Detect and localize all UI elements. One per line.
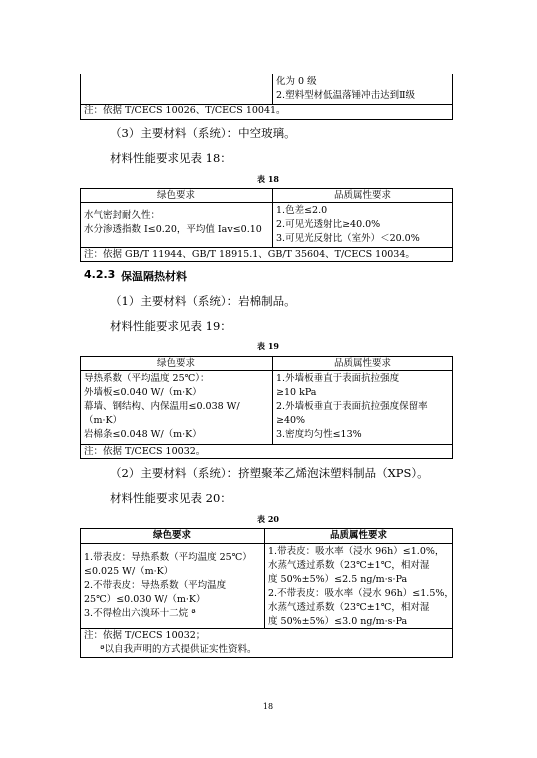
- paragraph: 材料性能要求见表 19：: [110, 319, 232, 333]
- table-header: 绿色要求: [152, 530, 191, 541]
- table-cell-text: 1.色差≤2.0: [276, 205, 328, 216]
- table-cell-text: 导热系数（平均温度 25℃）：: [84, 373, 210, 384]
- table-cell-text: ≤0.025 W/（m·K）: [84, 566, 174, 577]
- table-caption: 表 19: [257, 341, 279, 351]
- table-cell-text: 幕墙、钢结构、内保温用≤0.038 W/: [84, 401, 240, 412]
- table-cell-text: 水气密封耐久性：: [84, 210, 161, 221]
- table-border: [264, 528, 265, 628]
- table-note: 注：依据 GB/T 11944、GB/T 18915.1、GB/T 35604、T/CECS 10034。: [84, 249, 415, 260]
- table-cell-text: 度 50%±5%）≤3.0 ng/m·s·Pa: [268, 616, 408, 627]
- table-cell-text: 3.密度均匀性≤13%: [276, 429, 362, 440]
- table-header: 绿色要求: [156, 358, 195, 369]
- table-cell-text: 水蒸气透过系数（23℃±1℃，相对湿: [268, 560, 430, 571]
- table-cell-text: 化为 0 级: [276, 76, 317, 87]
- table-cell-text: 水分渗透指数 I≤0.20，平均值 Iav≤0.10: [84, 224, 262, 235]
- table-header: 绿色要求: [156, 190, 195, 201]
- table-note: 注：依据 T/CECS 10032。: [84, 446, 206, 457]
- paragraph: （1）主要材料（系统）：岩棉制品。: [110, 294, 296, 308]
- table-note: ª以自我声明的方式提供证实性资料。: [100, 644, 257, 655]
- table-border: [80, 543, 453, 544]
- table-border: [452, 74, 453, 119]
- table-note: 注：依据 T/CECS 10026、T/CECS 10041。: [84, 105, 286, 116]
- table-cell-text: 2.不带表皮：吸水率（浸水 96h）≤1.5%，: [268, 588, 454, 599]
- table-border: [272, 74, 273, 104]
- table-cell-text: 2.外墙板垂直于表面抗拉强度保留率: [276, 401, 428, 412]
- table-cell-text: 3.不得检出六溴环十二烷 ª: [84, 608, 196, 619]
- table-header: 品质属性要求: [329, 530, 387, 541]
- table-cell-text: 岩棉条≤0.048 W/（m·K）: [84, 429, 202, 440]
- table-cell-text: 1.带表皮：吸水率（浸水 96h）≤1.0%，: [268, 546, 445, 557]
- table-border: [80, 74, 81, 119]
- table-header: 品质属性要求: [333, 190, 391, 201]
- paragraph: （2）主要材料（系统）：挤塑聚苯乙烯泡沫塑料制品（XPS）。: [110, 466, 429, 480]
- table-cell-text: 25℃）≤0.030 W/（m·K）: [84, 594, 206, 605]
- paragraph: 材料性能要求见表 18：: [110, 151, 232, 165]
- table-cell-text: 2.塑料型材低温落锤冲击达到Ⅱ级: [276, 90, 416, 101]
- table-cell-text: 度 50%±5%）≤2.5 ng/m·s·Pa: [268, 574, 408, 585]
- table-cell-text: 外墙板≤0.040 W/（m·K）: [84, 387, 202, 398]
- page-number: 18: [262, 702, 274, 711]
- table-cell-text: 1.带表皮：导热系数（平均温度 25℃）: [84, 552, 252, 563]
- table-cell-text: ≥40%: [276, 415, 306, 426]
- table-border: [80, 119, 453, 120]
- table-caption: 表 18: [257, 174, 279, 184]
- table-cell-text: 2.不带表皮：导热系数（平均温度: [84, 580, 227, 591]
- table-cell-text: （m·K）: [84, 415, 123, 426]
- paragraph: （3）主要材料（系统）：中空玻璃。: [110, 126, 296, 140]
- table-caption: 表 20: [257, 514, 279, 524]
- table-header: 品质属性要求: [333, 358, 391, 369]
- table-cell-text: 1.外墙板垂直于表面抗拉强度: [276, 373, 400, 384]
- section-number: 4.2.3: [84, 268, 116, 281]
- paragraph: 材料性能要求见表 20：: [110, 491, 232, 505]
- table-cell-text: ≥10 kPa: [276, 387, 317, 398]
- section-title: 保温隔热材料: [121, 270, 187, 283]
- table-cell-text: 3.可见光反射比（室外）＜20.0%: [276, 233, 420, 244]
- table-cell-text: 水蒸气透过系数（23℃±1℃，相对湿: [268, 602, 430, 613]
- table-note: 注：依据 T/CECS 10032；: [84, 630, 206, 641]
- table-cell-text: 2.可见光透射比≥40.0%: [276, 219, 381, 230]
